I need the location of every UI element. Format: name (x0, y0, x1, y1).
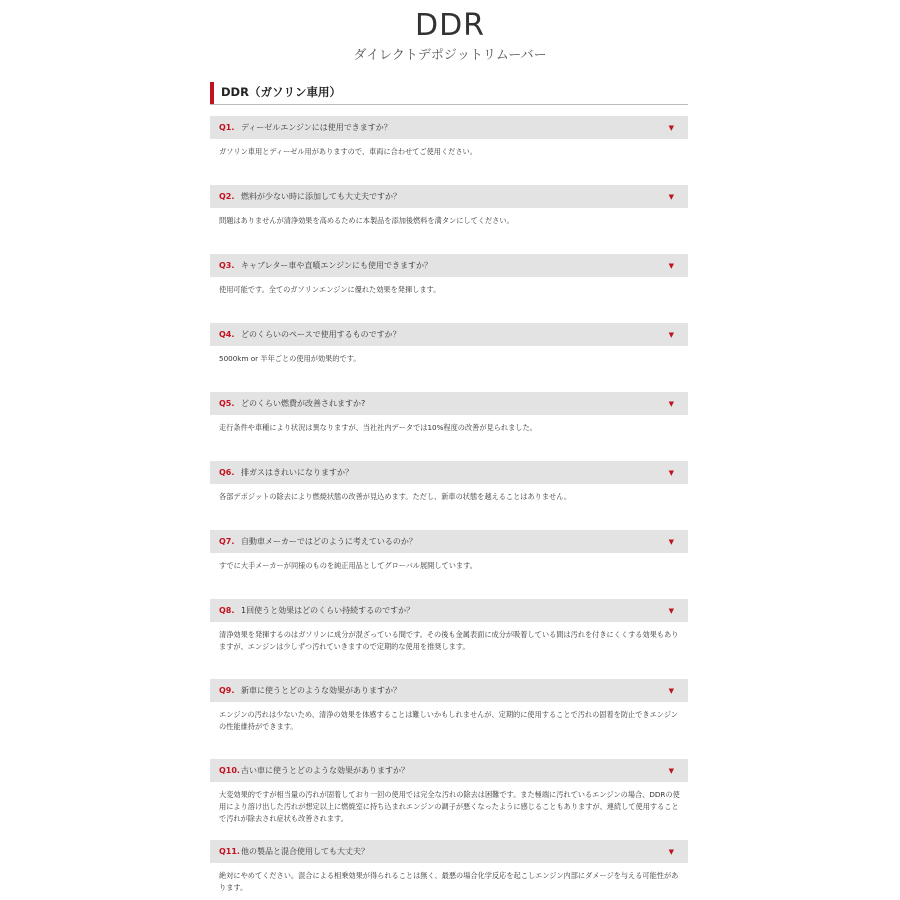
caret-down-icon[interactable]: ▼ (668, 606, 674, 615)
caret-down-icon[interactable]: ▼ (668, 537, 674, 546)
answer-text: 絶対にやめてください。混合による相乗効果が得られることは無く、最悪の場合化学反応を起こしエンジン内部にダメージを与える可能性があります。 (219, 871, 679, 892)
answer-text: 5000km or 半年ごとの使用が効果的です。 (219, 354, 361, 363)
question-text: 1回使うと効果はどのくらい持続するのですか？ (241, 606, 415, 615)
faq-question-toggle[interactable] (210, 461, 688, 484)
question-text: キャブレター車や直噴エンジンにも使用できますか？ (241, 261, 432, 270)
faq-item-9 (210, 679, 688, 733)
faq-question-toggle[interactable] (210, 679, 688, 702)
question-number: Q11. (219, 847, 240, 856)
page-subtitle: ダイレクトデポジットリムーバー (353, 48, 547, 63)
question-text: 新車に使うとどのような効果がありますか？ (241, 686, 401, 695)
caret-down-icon[interactable]: ▼ (668, 766, 674, 775)
faq-question-toggle[interactable] (210, 323, 688, 346)
question-number: Q2. (219, 192, 235, 201)
question-text: 古い車に使うとどのような効果がありますか？ (241, 766, 409, 775)
caret-down-icon[interactable]: ▼ (668, 399, 674, 408)
faq-question-toggle[interactable] (210, 840, 688, 863)
answer-text: エンジンの汚れは少ないため、清浄の効果を体感することは難しいかもしれませんが、定期的に使用することで汚れの固着を防止できエンジンの性能維持ができます。 (219, 710, 678, 731)
faq-question-toggle[interactable] (210, 254, 688, 277)
question-text: 排ガスはきれいになりますか？ (241, 468, 353, 477)
faq-item-2 (210, 185, 688, 227)
question-number: Q10. (219, 766, 240, 775)
section-heading: DDR（ガソリン車用） (210, 82, 688, 104)
question-text: どのくらい燃費が改善されますか? (241, 399, 366, 408)
question-number: Q4. (219, 330, 235, 339)
question-number: Q5. (219, 399, 235, 408)
caret-down-icon[interactable]: ▼ (668, 192, 674, 201)
answer-text: すでに大手メーカーが同様のものを純正用品としてグローバル展開しています。 (219, 561, 477, 570)
caret-down-icon[interactable]: ▼ (668, 330, 674, 339)
answer-text: 問題はありませんが清浄効果を高めるために本製品を添加後燃料を満タンにしてください。 (219, 216, 514, 225)
faq-item-5 (210, 392, 688, 434)
faq-item-4 (210, 323, 688, 365)
section-divider (210, 104, 688, 105)
faq-item-6 (210, 461, 688, 503)
caret-down-icon[interactable]: ▼ (668, 468, 674, 477)
answer-text: 走行条件や車種により状況は異なりますが、当社社内データでは10%程度の改善が見られました。 (219, 423, 537, 432)
question-text: どのくらいのペースで使用するものですか？ (241, 330, 401, 339)
answer-text: 清浄効果を発揮するのはガソリンに成分が混ざっている間です。その後も金属表面に成分が吸着している間は汚れを付きにくくする効果もありますが、エンジンは少しずつ汚れていきますので定期的な使用を推奨します。 (219, 630, 679, 651)
question-number: Q9. (219, 686, 235, 695)
faq-question-toggle[interactable] (210, 599, 688, 622)
answer-text: 使用可能です。全てのガソリンエンジンに優れた効果を発揮します。 (219, 285, 441, 294)
faq-question-toggle[interactable] (210, 530, 688, 553)
question-text: 他の製品と混合使用しても大丈夫？ (241, 847, 369, 856)
faq-item-8 (210, 599, 688, 653)
faq-question-toggle[interactable] (210, 116, 688, 139)
faq-item-3 (210, 254, 688, 296)
question-text: 自動車メーカーではどのように考えているのか？ (241, 537, 417, 546)
faq-item-1 (210, 116, 688, 158)
question-text: ディーゼルエンジンには使用できますか？ (241, 123, 392, 132)
question-number: Q7. (219, 537, 235, 546)
caret-down-icon[interactable]: ▼ (668, 847, 674, 856)
caret-down-icon[interactable]: ▼ (668, 686, 674, 695)
answer-text: ガソリン車用とディーゼル用がありますので、車両に合わせてご使用ください。 (219, 147, 477, 156)
answer-text: 大変効果的ですが相当量の汚れが固着しており一回の使用では完全な汚れの除去は困難です。また極端に汚れているエンジンの場合、DDRの使用により溶け出した汚れが想定以上に燃焼室に持ち込まれエンジンの調子が悪くなったように感じることもありますが、連続して使用することで汚れが除去され症状も改善されます。 (219, 790, 680, 823)
page-title: DDR (414, 8, 486, 43)
question-number: Q8. (219, 606, 235, 615)
caret-down-icon[interactable]: ▼ (668, 123, 674, 132)
question-number: Q3. (219, 261, 235, 270)
faq-question-toggle[interactable] (210, 185, 688, 208)
question-number: Q6. (219, 468, 235, 477)
faq-item-10 (210, 759, 688, 825)
faq-question-toggle[interactable] (210, 759, 688, 782)
caret-down-icon[interactable]: ▼ (668, 261, 674, 270)
question-number: Q1. (219, 123, 235, 132)
faq-item-7 (210, 530, 688, 572)
faq-item-11 (210, 840, 688, 894)
question-text: 燃料が少ない時に添加しても大丈夫ですか？ (241, 192, 401, 201)
faq-question-toggle[interactable] (210, 392, 688, 415)
answer-text: 各部デポジットの除去により燃焼状態の改善が見込めます。ただし、新車の状態を越えることはありません。 (219, 492, 572, 501)
